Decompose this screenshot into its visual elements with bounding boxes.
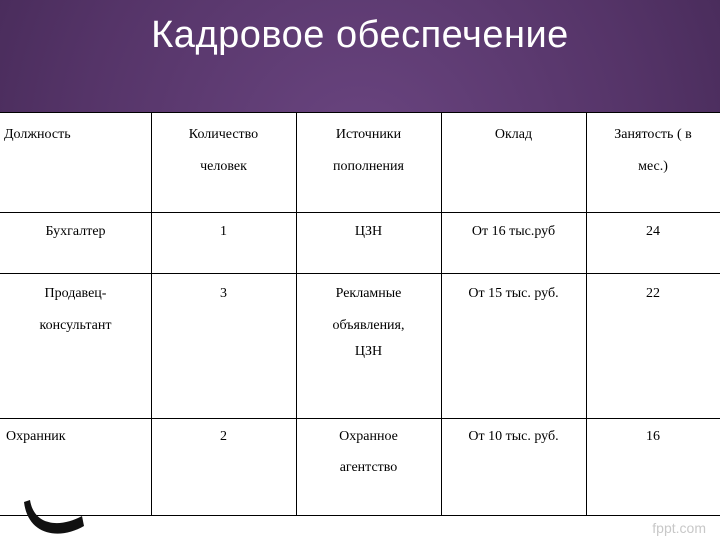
- column-divider-3: [441, 112, 442, 516]
- row3-source-line1: Охранное: [339, 429, 398, 444]
- row2-count: 3: [220, 286, 227, 301]
- header-months-line2: мес.): [638, 159, 668, 174]
- table-border-top: [0, 112, 720, 113]
- row2-source-line2: объявления,: [332, 318, 405, 333]
- row3-count: 2: [220, 429, 227, 444]
- row3-salary: От 10 тыс. руб.: [468, 429, 559, 444]
- header-salary: Оклад: [494, 127, 533, 142]
- header-count-line1: Количество: [188, 127, 259, 142]
- row-divider-2: [0, 273, 720, 274]
- row1-months: 24: [646, 224, 660, 239]
- slide-footer: [0, 516, 720, 540]
- row2-salary: От 15 тыс. руб.: [468, 286, 559, 301]
- row2-position-line1: Продавец-: [44, 286, 107, 301]
- row-divider-1: [0, 212, 720, 213]
- row2-source-line3: ЦЗН: [354, 344, 383, 359]
- row2-position-line2: консультант: [39, 318, 112, 333]
- header-count-line2: человек: [200, 159, 247, 174]
- row1-salary: От 16 тыс.руб: [471, 224, 556, 239]
- row3-source-line2: агентство: [339, 460, 398, 475]
- row2-months: 22: [646, 286, 660, 301]
- staffing-table: [0, 112, 720, 516]
- slide-title: Кадровое обеспечение: [151, 14, 569, 56]
- row1-count: 1: [220, 224, 227, 239]
- fppt-brand: fppt.com: [652, 520, 706, 536]
- row3-months: 16: [646, 429, 660, 444]
- decorative-curve-icon: [20, 496, 90, 540]
- header-source-line2: пополнения: [333, 159, 404, 174]
- row1-position: Бухгалтер: [45, 224, 106, 239]
- row3-position: Охранник: [6, 429, 66, 444]
- row-divider-3: [0, 418, 720, 419]
- header-source-line1: Источники: [335, 127, 402, 142]
- header-position: Должность: [4, 127, 71, 142]
- header-months-line1: Занятость ( в: [614, 127, 692, 142]
- row2-source-line1: Рекламные: [335, 286, 402, 301]
- row1-source: ЦЗН: [354, 224, 383, 239]
